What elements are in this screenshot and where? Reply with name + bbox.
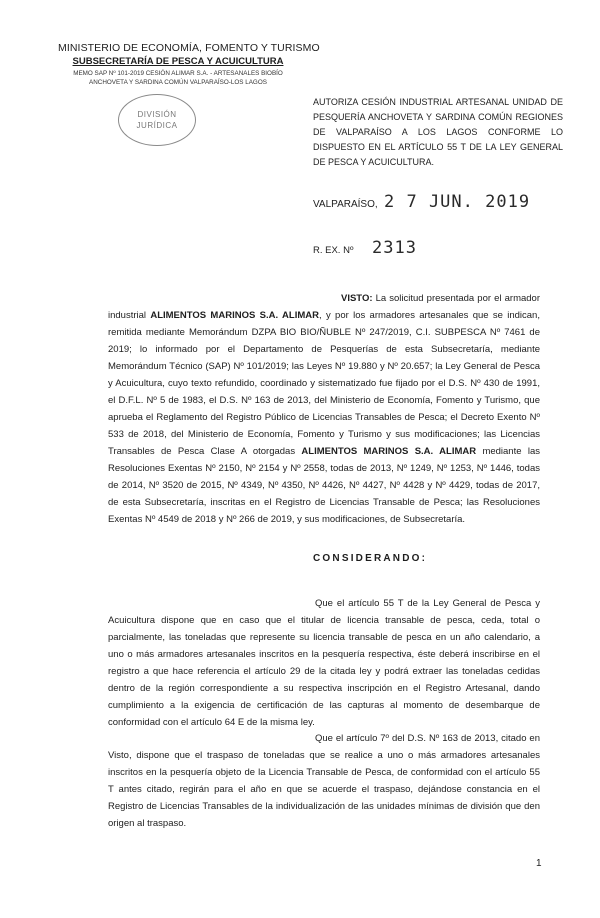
visto-text-c: mediante las Resoluciones Exentas Nº 2150, Nº 2154 y Nº 2558, todas de 2013, Nº 1249, Nº 1253, Nº 1446, todas de 2014, Nº 3520 de 2015, Nº 4349, Nº 4350, Nº 4426, Nº 4427, Nº 4428 y Nº 4429, todas de 2017, de esta Subsecretaría, inscritas en el Registro de Licencias Transable de Pesca; las Resoluciones Exentas Nº 4549 de 2018 y Nº 266 de 2019, y sus modificaciones, de Subsecretaría. <box>108 446 540 525</box>
considerando-paragraph-2: Que el artículo 7º del D.S. Nº 163 de 2013, citado en Visto, dispone que el traspaso de toneladas que se realice a uno o más armadores artesanales inscritos en la pesquería objeto de la Licencia Transable de Pesca, de conformidad con el artículo 55 T antes citado, regirán para el año en que se acuerde el traspaso, dejándose constancia en el Registro de Licencias Transables de la individualización de las unidades mínimas de división que den origen al traspaso. <box>108 733 540 829</box>
page-number: 1 <box>536 858 542 869</box>
division-juridica-stamp <box>118 94 196 146</box>
memo-line-1: MEMO SAP Nº 101-2019 CESIÓN ALIMAR S.A. - ARTESANALES BIOBÍO <box>73 70 283 77</box>
memo-reference <box>58 69 298 87</box>
letterhead <box>58 42 320 67</box>
visto-text-b: , y por los armadores artesanales que se indican, remitida mediante Memorándum DZPA BIO BIO/ÑUBLE Nº 247/2019, C.I. SUBPESCA Nº 7461 de 2019; lo informado por el Departamento de Pesquerías de esta Subsecretaría, mediante Memorándum Técnico (SAP) Nº 101/2019; las Leyes Nº 19.880 y Nº 20.657; la Ley General de Pesca y Acuicultura, cuyo texto refundido, coordinado y sistematizado fue fijado por el D.S. Nº 430 de 1991, el D.F.L. Nº 5 de 1983, el D.S. Nº 163 de 2013, del Ministerio de Economía, Fomento y Turismo, que aprueba el Reglamento del Registro Público de Licencias Transables de Pesca; el Decreto Exento Nº 533 de 2018, del Ministerio de Economía, Fomento y Turismo y sus modificaciones; las Licencias Transables de Pesca Clase A otorgadas <box>108 310 540 457</box>
visto-company-2: ALIMENTOS MARINOS S.A. ALIMAR <box>301 446 477 457</box>
stamp-line-2: JURÍDICA <box>136 121 178 130</box>
city-label: VALPARAÍSO, <box>313 199 378 210</box>
ministry-name: MINISTERIO DE ECONOMÍA, FOMENTO Y TURISMO <box>58 42 320 54</box>
resolution-subject: AUTORIZA CESIÓN INDUSTRIAL ARTESANAL UNIDAD DE PESQUERÍA ANCHOVETA Y SARDINA COMÚN REGIONES DE VALPARAÍSO A LOS LAGOS CONFORME LO DISPUESTO EN EL ARTÍCULO 55 T DE LA LEY GENERAL DE PESCA Y ACUICULTURA. <box>313 97 563 167</box>
memo-line-2: ANCHOVETA Y SARDINA COMÚN VALPARAÍSO-LOS LAGOS <box>89 79 267 86</box>
rex-label: R. EX. Nº <box>313 245 354 256</box>
visto-text-a: La solicitud presentada por el armador industrial <box>108 293 540 321</box>
stamp-line-1: DIVISIÓN <box>137 110 177 119</box>
subsecretaria-name: SUBSECRETARÍA DE PESCA Y ACUICULTURA <box>72 56 284 67</box>
visto-label: VISTO: <box>341 293 373 304</box>
considerando-heading: CONSIDERANDO: <box>313 553 428 564</box>
visto-paragraph <box>108 290 540 528</box>
visto-company: ALIMENTOS MARINOS S.A. ALIMAR <box>150 310 319 321</box>
rex-number: 2313 <box>372 238 417 258</box>
resolution-date: 2 7 JUN. 2019 <box>384 192 531 212</box>
considerando-paragraph-1: Que el artículo 55 T de la Ley General de Pesca y Acuicultura dispone que en caso que el titular de licencia transable de pesca, ceda, total o parcialmente, las toneladas que represente su licencia transable de pesca en un año calendario, a uno o más armadores artesanales inscritos en la pesquería respectiva, éste deberá inscribirse en el registro a que hace referencia el artículo 29 de la citada ley y podrá extraer las toneladas cedidas dentro de la región correspondiente a su respectiva inscripción en el Registro Artesanal, dando cumplimiento a la exigencia de certificación de las capturas al momento de desembarque de conformidad con el artículo 64 E de la misma ley. <box>108 598 540 728</box>
